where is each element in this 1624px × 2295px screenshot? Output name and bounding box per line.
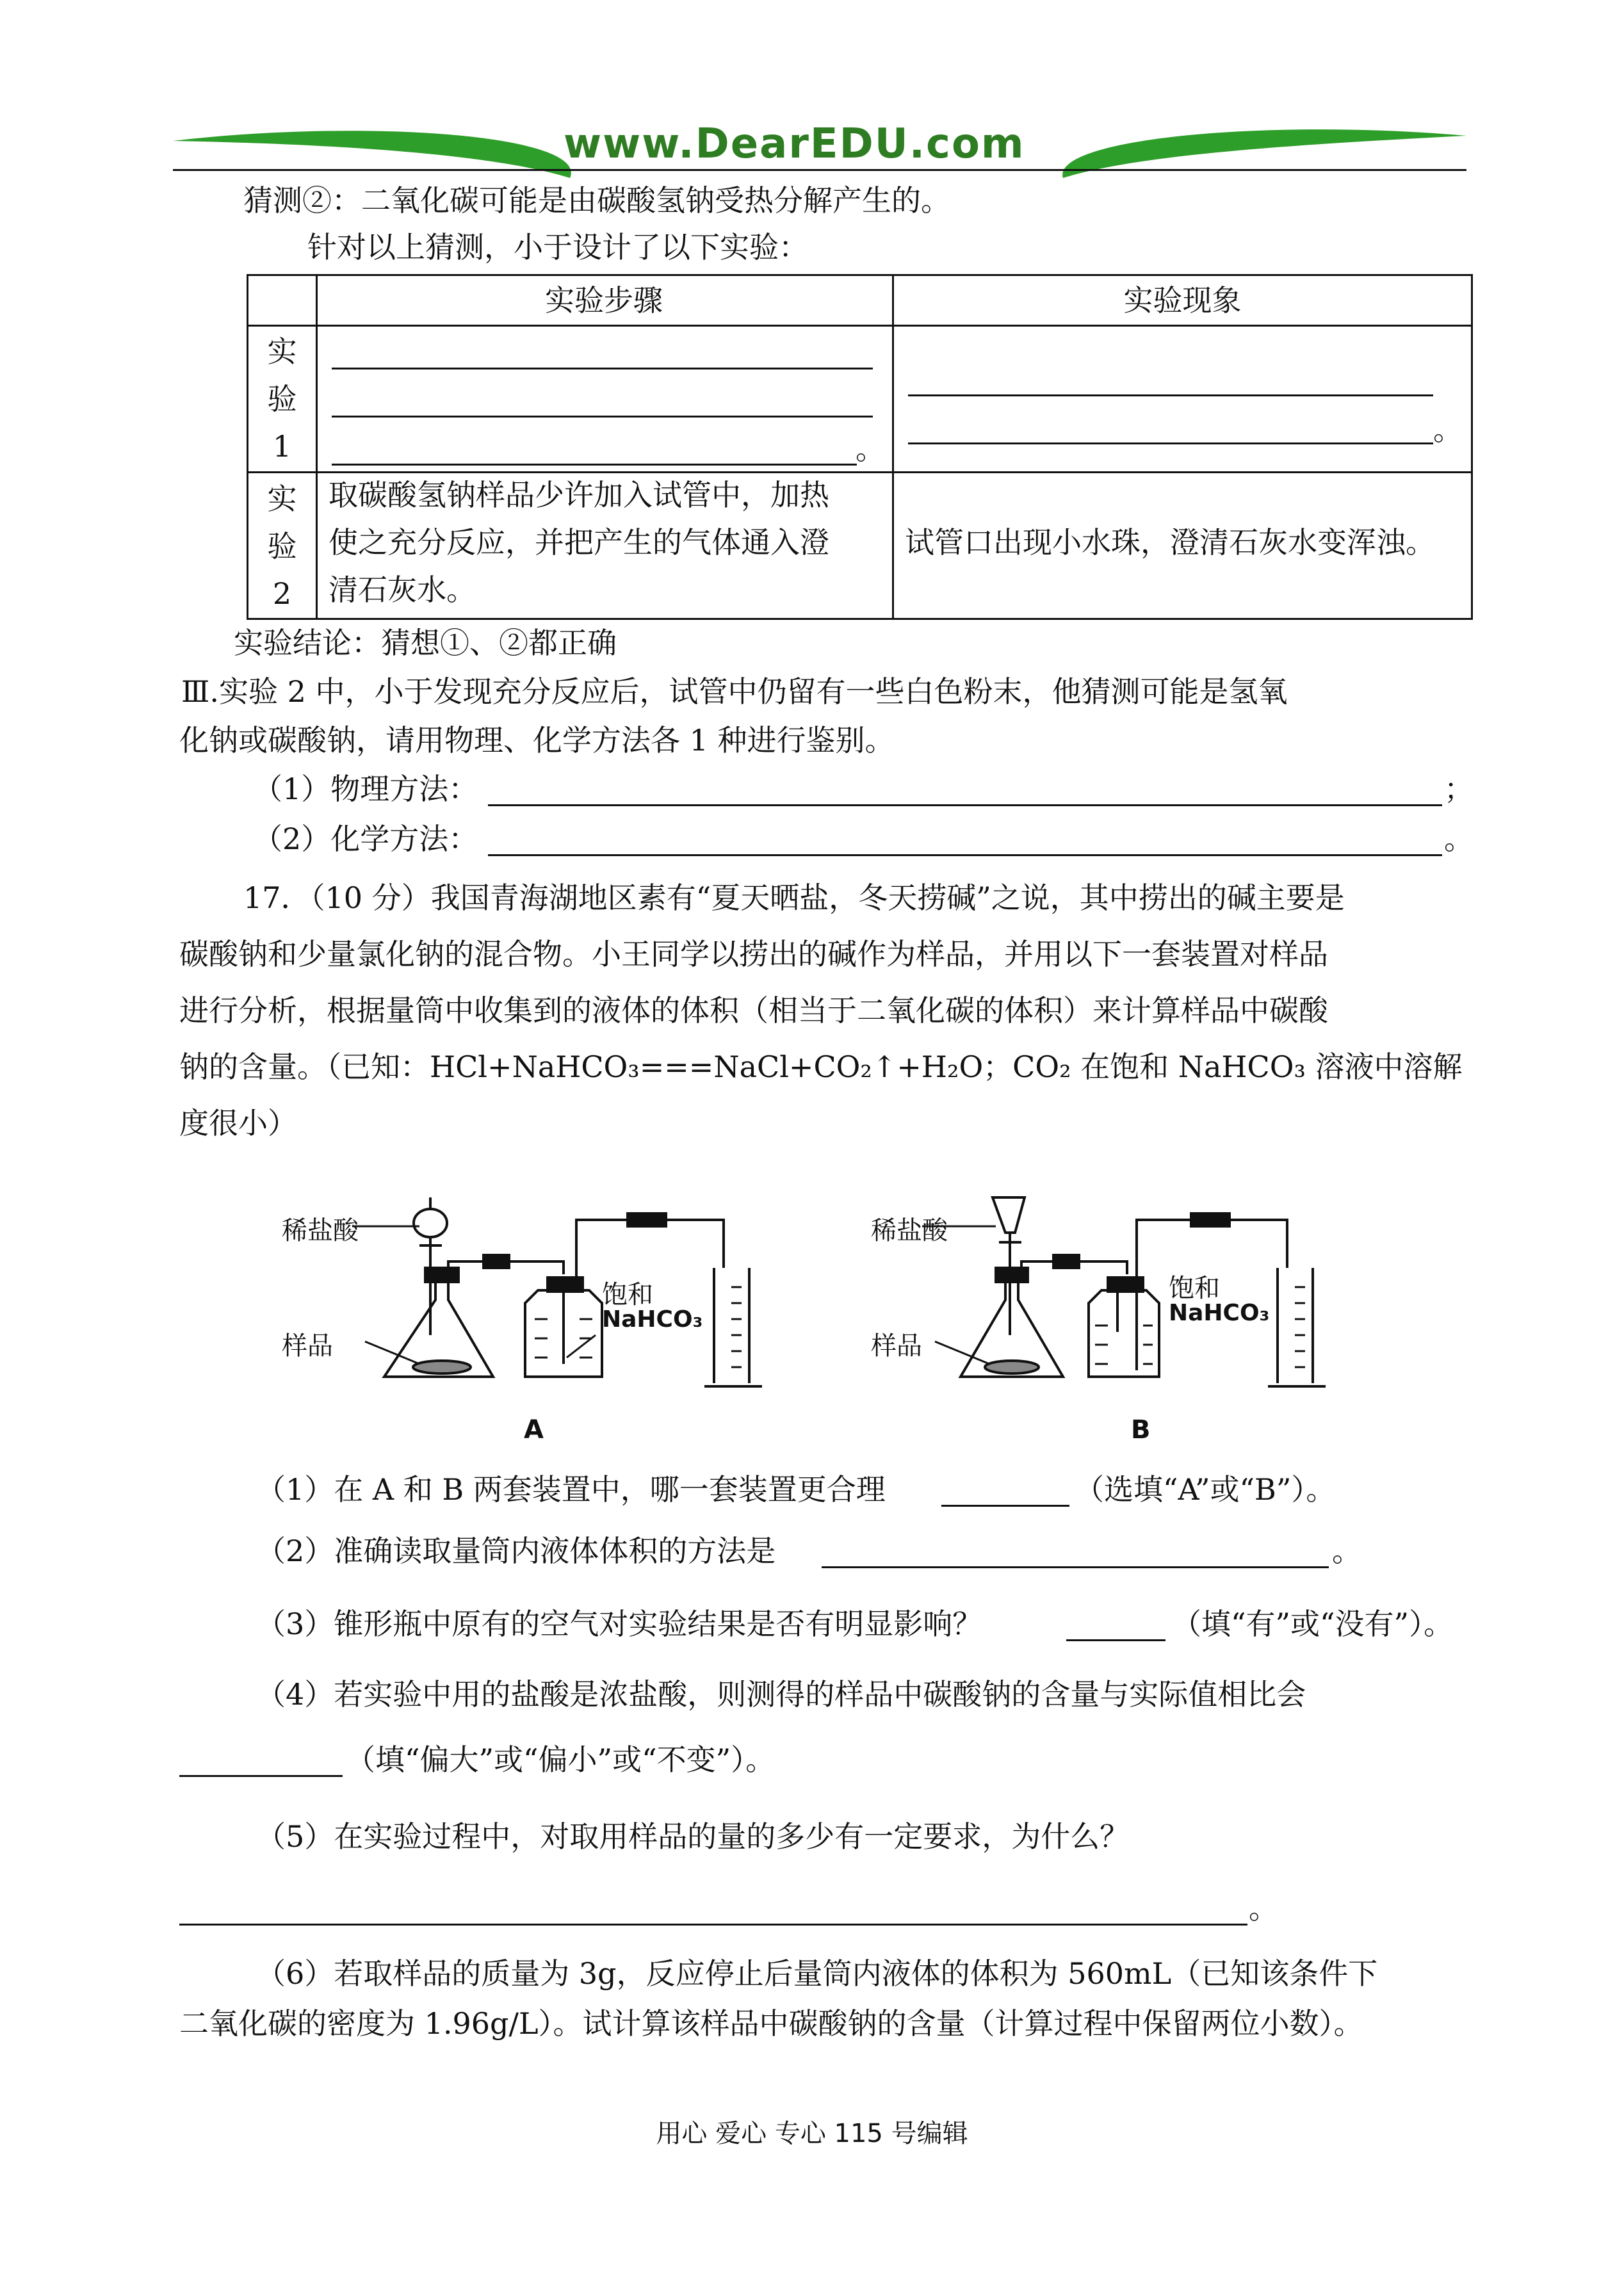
q17-s5-end: 。 <box>1249 1891 1278 1926</box>
exp1-step-blank-2[interactable] <box>332 416 873 418</box>
q17-s4-line-2: （填“偏大”或“偏小”或“不变”）。 <box>346 1742 775 1777</box>
exp1-step-period: 。 <box>856 432 885 466</box>
exp2-phenomenon: 试管口出现小水珠，澄清石灰水变浑浊。 <box>905 525 1435 560</box>
q17-s1-end: （选填“A”或“B”）。 <box>1075 1472 1336 1507</box>
exp2-label-2: 验 <box>267 529 297 564</box>
page-footer: 用心 爱心 专心 115 号编辑 <box>656 2119 968 2148</box>
exp1-phenomenon-period: 。 <box>1433 412 1463 447</box>
exp2-label-1: 实 <box>267 482 297 516</box>
experiment-conclusion: 实验结论：猜想①、②都正确 <box>234 626 617 660</box>
q17-s5: （5）在实验过程中，对取用样品的量的多少有一定要求，为什么？ <box>256 1819 1130 1854</box>
col-header-steps: 实验步骤 <box>545 283 663 318</box>
apparatus-b <box>922 1197 1326 1386</box>
exp2-step-line-1: 取碳酸氢钠样品少许加入试管中，加热 <box>329 478 829 512</box>
part3-q1-end: ； <box>1444 772 1474 806</box>
apparatus-a-acid-label: 稀盐酸 <box>282 1216 359 1245</box>
apparatus-a-nahco3-label: NaHCO₃ <box>602 1306 703 1333</box>
q17-s5-blank[interactable] <box>179 1895 1247 1926</box>
exp1-phenomenon-blank-2[interactable] <box>908 442 1433 444</box>
col-header-phenomena: 实验现象 <box>1123 283 1242 318</box>
part3-q1-label: （1）物理方法： <box>253 772 478 806</box>
q17-s2-end: 。 <box>1332 1534 1361 1568</box>
exp1-label-2: 验 <box>267 382 297 416</box>
q17-line-1: 17．（10 分）我国青海湖地区素有“夏天晒盐，冬天捞碱”之说，其中捞出的碱主要是 <box>243 880 1345 915</box>
apparatus-a-saturated-label: 饱和 <box>602 1280 653 1310</box>
exp1-label-3: 1 <box>272 429 292 464</box>
exp1-phenomenon-blank-1[interactable] <box>908 394 1433 396</box>
apparatus-a <box>352 1197 762 1386</box>
q17-s1: （1）在 A 和 B 两套装置中，哪一套装置更合理 <box>256 1472 886 1507</box>
q17-line-5: 度很小） <box>179 1106 297 1140</box>
part3-q2-label: （2）化学方法： <box>253 822 478 856</box>
q17-line-4: 钠的含量。（已知：HCl+NaHCO₃===NaCl+CO₂↑+H₂O；CO₂ 在饱和 NaHCO₃ 溶液中溶解 <box>179 1050 1463 1084</box>
q17-s6-line-1: （6）若取样品的质量为 3g，反应停止后量筒内液体的体积为 560mL（已知该条件下 <box>256 1956 1378 1991</box>
exp2-step-line-2: 使之充分反应，并把产生的气体通入澄 <box>329 525 829 560</box>
exp1-step-blank-1[interactable] <box>332 368 873 369</box>
q17-s6-line-2: 二氧化碳的密度为 1.96g/L）。试计算该样品中碳酸钠的含量（计算过程中保留两位小数）。 <box>179 2006 1363 2041</box>
q17-s1-blank[interactable] <box>941 1477 1069 1507</box>
site-logo-text: www.DearEDU.com <box>564 120 1025 168</box>
apparatus-b-saturated-label: 饱和 <box>1169 1274 1220 1303</box>
exp1-label-1: 实 <box>267 334 297 369</box>
guess-2: 猜测②：二氧化碳可能是由碳酸氢钠受热分解产生的。 <box>243 183 950 218</box>
exp1-step-blank-3[interactable] <box>332 464 857 466</box>
q17-line-2: 碳酸钠和少量氯化钠的混合物。小王同学以捞出的碱作为样品，并用以下一套装置对样品 <box>179 937 1328 971</box>
design-intro: 针对以上猜测，小于设计了以下实验： <box>307 230 808 264</box>
header-rule <box>173 169 1466 171</box>
exp2-label-3: 2 <box>272 576 292 611</box>
q17-s3-blank[interactable] <box>1066 1611 1165 1641</box>
apparatus-b-label: B <box>1131 1415 1151 1445</box>
experiment-table <box>247 274 1473 620</box>
q17-s4-line-1: （4）若实验中用的盐酸是浓盐酸，则测得的样品中碳酸钠的含量与实际值相比会 <box>256 1677 1306 1712</box>
physical-method-blank[interactable] <box>488 776 1442 806</box>
apparatus-a-label: A <box>524 1415 544 1445</box>
apparatus-a-sample-label: 样品 <box>282 1331 333 1361</box>
part3-line-2: 化钠或碳酸钠，请用物理、化学方法各 1 种进行鉴别。 <box>179 723 895 758</box>
chemical-method-blank[interactable] <box>488 826 1442 856</box>
q17-s2: （2）准确读取量筒内液体体积的方法是 <box>256 1534 776 1568</box>
q17-s4-blank[interactable] <box>179 1747 343 1777</box>
apparatus-b-acid-label: 稀盐酸 <box>871 1216 948 1245</box>
exp2-step-line-3: 清石灰水。 <box>329 572 476 607</box>
q17-s3: （3）锥形瓶中原有的空气对实验结果是否有明显影响？ <box>256 1607 982 1641</box>
q17-line-3: 进行分析，根据量筒中收集到的液体的体积（相当于二氧化碳的体积）来计算样品中碳酸 <box>179 993 1328 1028</box>
part3-q2-end: 。 <box>1444 822 1474 856</box>
part3-line-1: Ⅲ.实验 2 中，小于发现充分反应后，试管中仍留有一些白色粉末，他猜测可能是氢氧 <box>181 674 1288 709</box>
apparatus-b-nahco3-label: NaHCO₃ <box>1169 1300 1270 1326</box>
q17-s2-blank[interactable] <box>822 1538 1329 1568</box>
apparatus-b-sample-label: 样品 <box>871 1331 922 1361</box>
q17-s3-end: （填“有”或“没有”）。 <box>1172 1607 1454 1641</box>
